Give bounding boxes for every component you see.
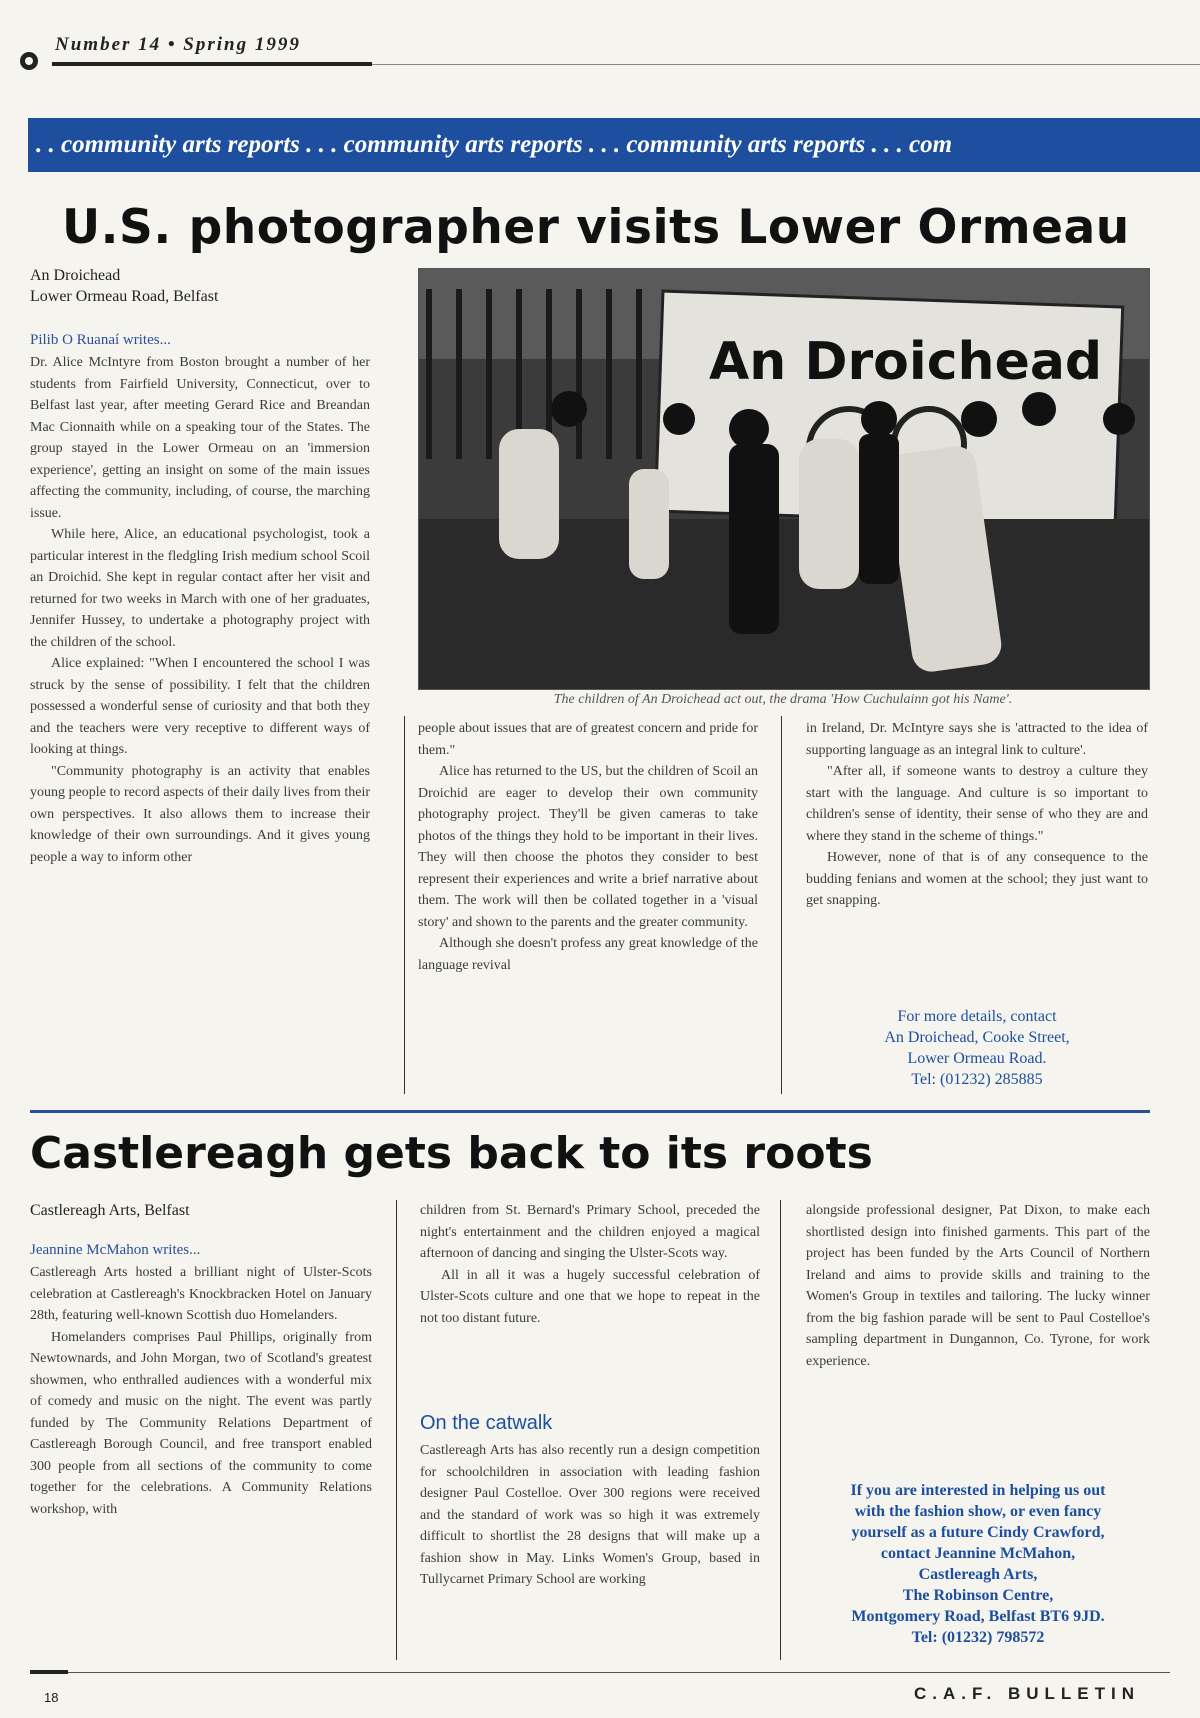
paragraph: Homelanders comprises Paul Phillips, originally from Newtownards, and John Morgan, two of Scotland's greatest showmen, who enthralled audiences with a wonderful mix of comedy and music on the night. The event was partly funded by The Community Relations Department of Castlereagh Borough Council, and free transport enabled 300 people from all sections of the community to come together for the celebrations. A Community Relations workshop, with <box>30 1329 372 1517</box>
photo-banner-text: An Droichead <box>709 332 1103 392</box>
article1-contact-box <box>806 1006 1148 1090</box>
contact-line: yourself as a future Cindy Crawford, <box>851 1524 1105 1541</box>
article1-byline: Pilib O Ruanaí writes... <box>30 332 171 348</box>
paragraph: alongside professional designer, Pat Dixon, to make each shortlisted design into finished garments. This part of the project has been funded by the Arts Council of Northern Ireland and aims to provide skills and training to the Women's Group in textiles and tailoring. The lucky winner from the big fashion parade will be sent to Paul Costelloe's sampling department in Dungannon, Co. Tyrone, for work experience. <box>806 1203 1150 1369</box>
contact-line: For more details, contact <box>897 1008 1057 1025</box>
paragraph: people about issues that are of greatest concern and pride for them." <box>418 721 758 758</box>
contact-line: with the fashion show, or even fancy <box>854 1503 1102 1520</box>
article2-column-1 <box>30 1262 372 1520</box>
paragraph: While here, Alice, an educational psychologist, took a particular interest in the fledgling Irish medium school Scoil an Droichid. She kept in regular contact after her visit and returned for two weeks in March with one of her graduates, Jennifer Hussey, to undertake a photography project with the children of the school. <box>30 527 370 650</box>
article2-column-2-top <box>420 1200 760 1329</box>
section-banner: . . community arts reports . . . community arts reports . . . community arts reports . . . com <box>28 118 1200 172</box>
issue-label: Number 14 • Spring 1999 <box>55 34 301 55</box>
publication-name: C.A.F. BULLETIN <box>914 1684 1140 1703</box>
contact-line: Tel: (01232) 285885 <box>911 1071 1043 1088</box>
article1-column-2 <box>418 718 758 1098</box>
paragraph: Dr. Alice McIntyre from Boston brought a number of her students from Fairfield University, Connecticut, over to Belfast last year, after meeting Gerard Rice and Breandan Mac Cionnaith while on a speaking tour of the States. The group stayed in the Lower Ormeau on an 'immersion experience', getting an insight on some of the main issues affecting the community, including, of course, the marching issue. <box>30 355 370 521</box>
contact-line: If you are interested in helping us out <box>850 1482 1106 1499</box>
paragraph: "After all, if someone wants to destroy a culture they start with the language. And culture is so important to children's sense of identity, their sense of who they are and where they stand in the scheme of things." <box>806 764 1148 844</box>
contact-line: An Droichead, Cooke Street, <box>884 1029 1070 1046</box>
masthead-logo-icon <box>20 52 38 70</box>
paragraph: Alice has returned to the US, but the children of Scoil an Droichid are eager to develop their own community photography project. They'll be given cameras to take photos of the things they hold to be important in their lives. They will then choose the photos they consider to best represent their experiences and write a brief narrative about them. The work will then be collated together in a 'visual story' and shown to the parents and the greater community. <box>418 764 758 930</box>
footer-rule <box>30 1672 1170 1673</box>
article1-photo <box>418 268 1150 690</box>
article2-headline: Castlereagh gets back to its roots <box>30 1128 873 1179</box>
article1-org: An Droichead <box>30 267 121 284</box>
article1-column-1 <box>30 352 370 1092</box>
photo-illustration <box>419 269 1149 689</box>
paragraph: in Ireland, Dr. McIntyre says she is 'attracted to the idea of supporting language as an integral link to culture'. <box>806 721 1148 758</box>
photo-caption: The children of An Droichead act out, the drama 'How Cuchulainn got his Name'. <box>553 692 1013 707</box>
column-divider <box>780 1200 781 1660</box>
contact-line: Castlereagh Arts, <box>918 1566 1038 1583</box>
article2-column-2-bottom <box>420 1440 760 1591</box>
column-divider <box>781 716 782 1094</box>
paragraph: However, none of that is of any consequence to the budding fenians and women at the school; they just want to get snapping. <box>806 850 1148 908</box>
article1-address: Lower Ormeau Road, Belfast <box>30 288 219 305</box>
paragraph: Castlereagh Arts has also recently run a design competition for schoolchildren in association with leading fashion designer Paul Costelloe. Over 300 regions were received and the standard of work was so high it was extremely difficult to shortlist the 28 designs that will make up a fashion show in May. Links Women's Group, based in Tullycarnet Primary School are working <box>420 1443 760 1587</box>
contact-line: Lower Ormeau Road. <box>907 1050 1047 1067</box>
contact-line: The Robinson Centre, <box>902 1587 1054 1604</box>
article1-headline: U.S. photographer visits Lower Ormeau <box>62 200 1130 255</box>
article2-column-3 <box>806 1200 1150 1372</box>
article2-contact-box <box>806 1480 1150 1648</box>
paragraph: All in all it was a hugely successful celebration of Ulster-Scots culture and one that we hope to repeat in the not too distant future. <box>420 1267 760 1326</box>
article2-org: Castlereagh Arts, Belfast <box>30 1202 190 1219</box>
contact-line: Tel: (01232) 798572 <box>911 1629 1045 1646</box>
article2-byline: Jeannine McMahon writes... <box>30 1242 201 1258</box>
article1-column-3 <box>806 718 1148 912</box>
column-divider <box>404 716 405 1094</box>
column-divider <box>396 1200 397 1660</box>
contact-line: Montgomery Road, Belfast BT6 9JD. <box>851 1608 1105 1625</box>
article2-subhead: On the catwalk <box>420 1412 553 1434</box>
article1-source <box>30 265 370 307</box>
paragraph: Castlereagh Arts hosted a brilliant night of Ulster-Scots celebration at Castlereagh's Knockbracken Hotel on January 28th, featuring well-known Scottish duo Homelanders. <box>30 1265 372 1323</box>
page-number: 18 <box>44 1690 59 1705</box>
masthead-thin-rule <box>372 64 1200 65</box>
paragraph: Alice explained: "When I encountered the school I was struck by the sense of possibility. I felt that the children possessed a wonderful sense of curiosity and that both they and the teachers were very receptive to different ways of looking at things. <box>30 656 370 757</box>
article-separator <box>30 1110 1150 1113</box>
masthead-rule <box>52 62 372 66</box>
contact-line: contact Jeannine McMahon, <box>880 1545 1076 1562</box>
paragraph: Although she doesn't profess any great knowledge of the language revival <box>418 936 758 973</box>
footer-rule-accent <box>30 1670 68 1674</box>
paragraph: children from St. Bernard's Primary School, preceded the night's entertainment and the children enjoyed a magical afternoon of dancing and singing the Ulster-Scots way. <box>420 1203 760 1261</box>
paragraph: "Community photography is an activity that enables young people to record aspects of their daily lives from their own perspectives. It also allows them to increase their knowledge of their own surroundings. And it gives young people a way to inform other <box>30 763 370 865</box>
